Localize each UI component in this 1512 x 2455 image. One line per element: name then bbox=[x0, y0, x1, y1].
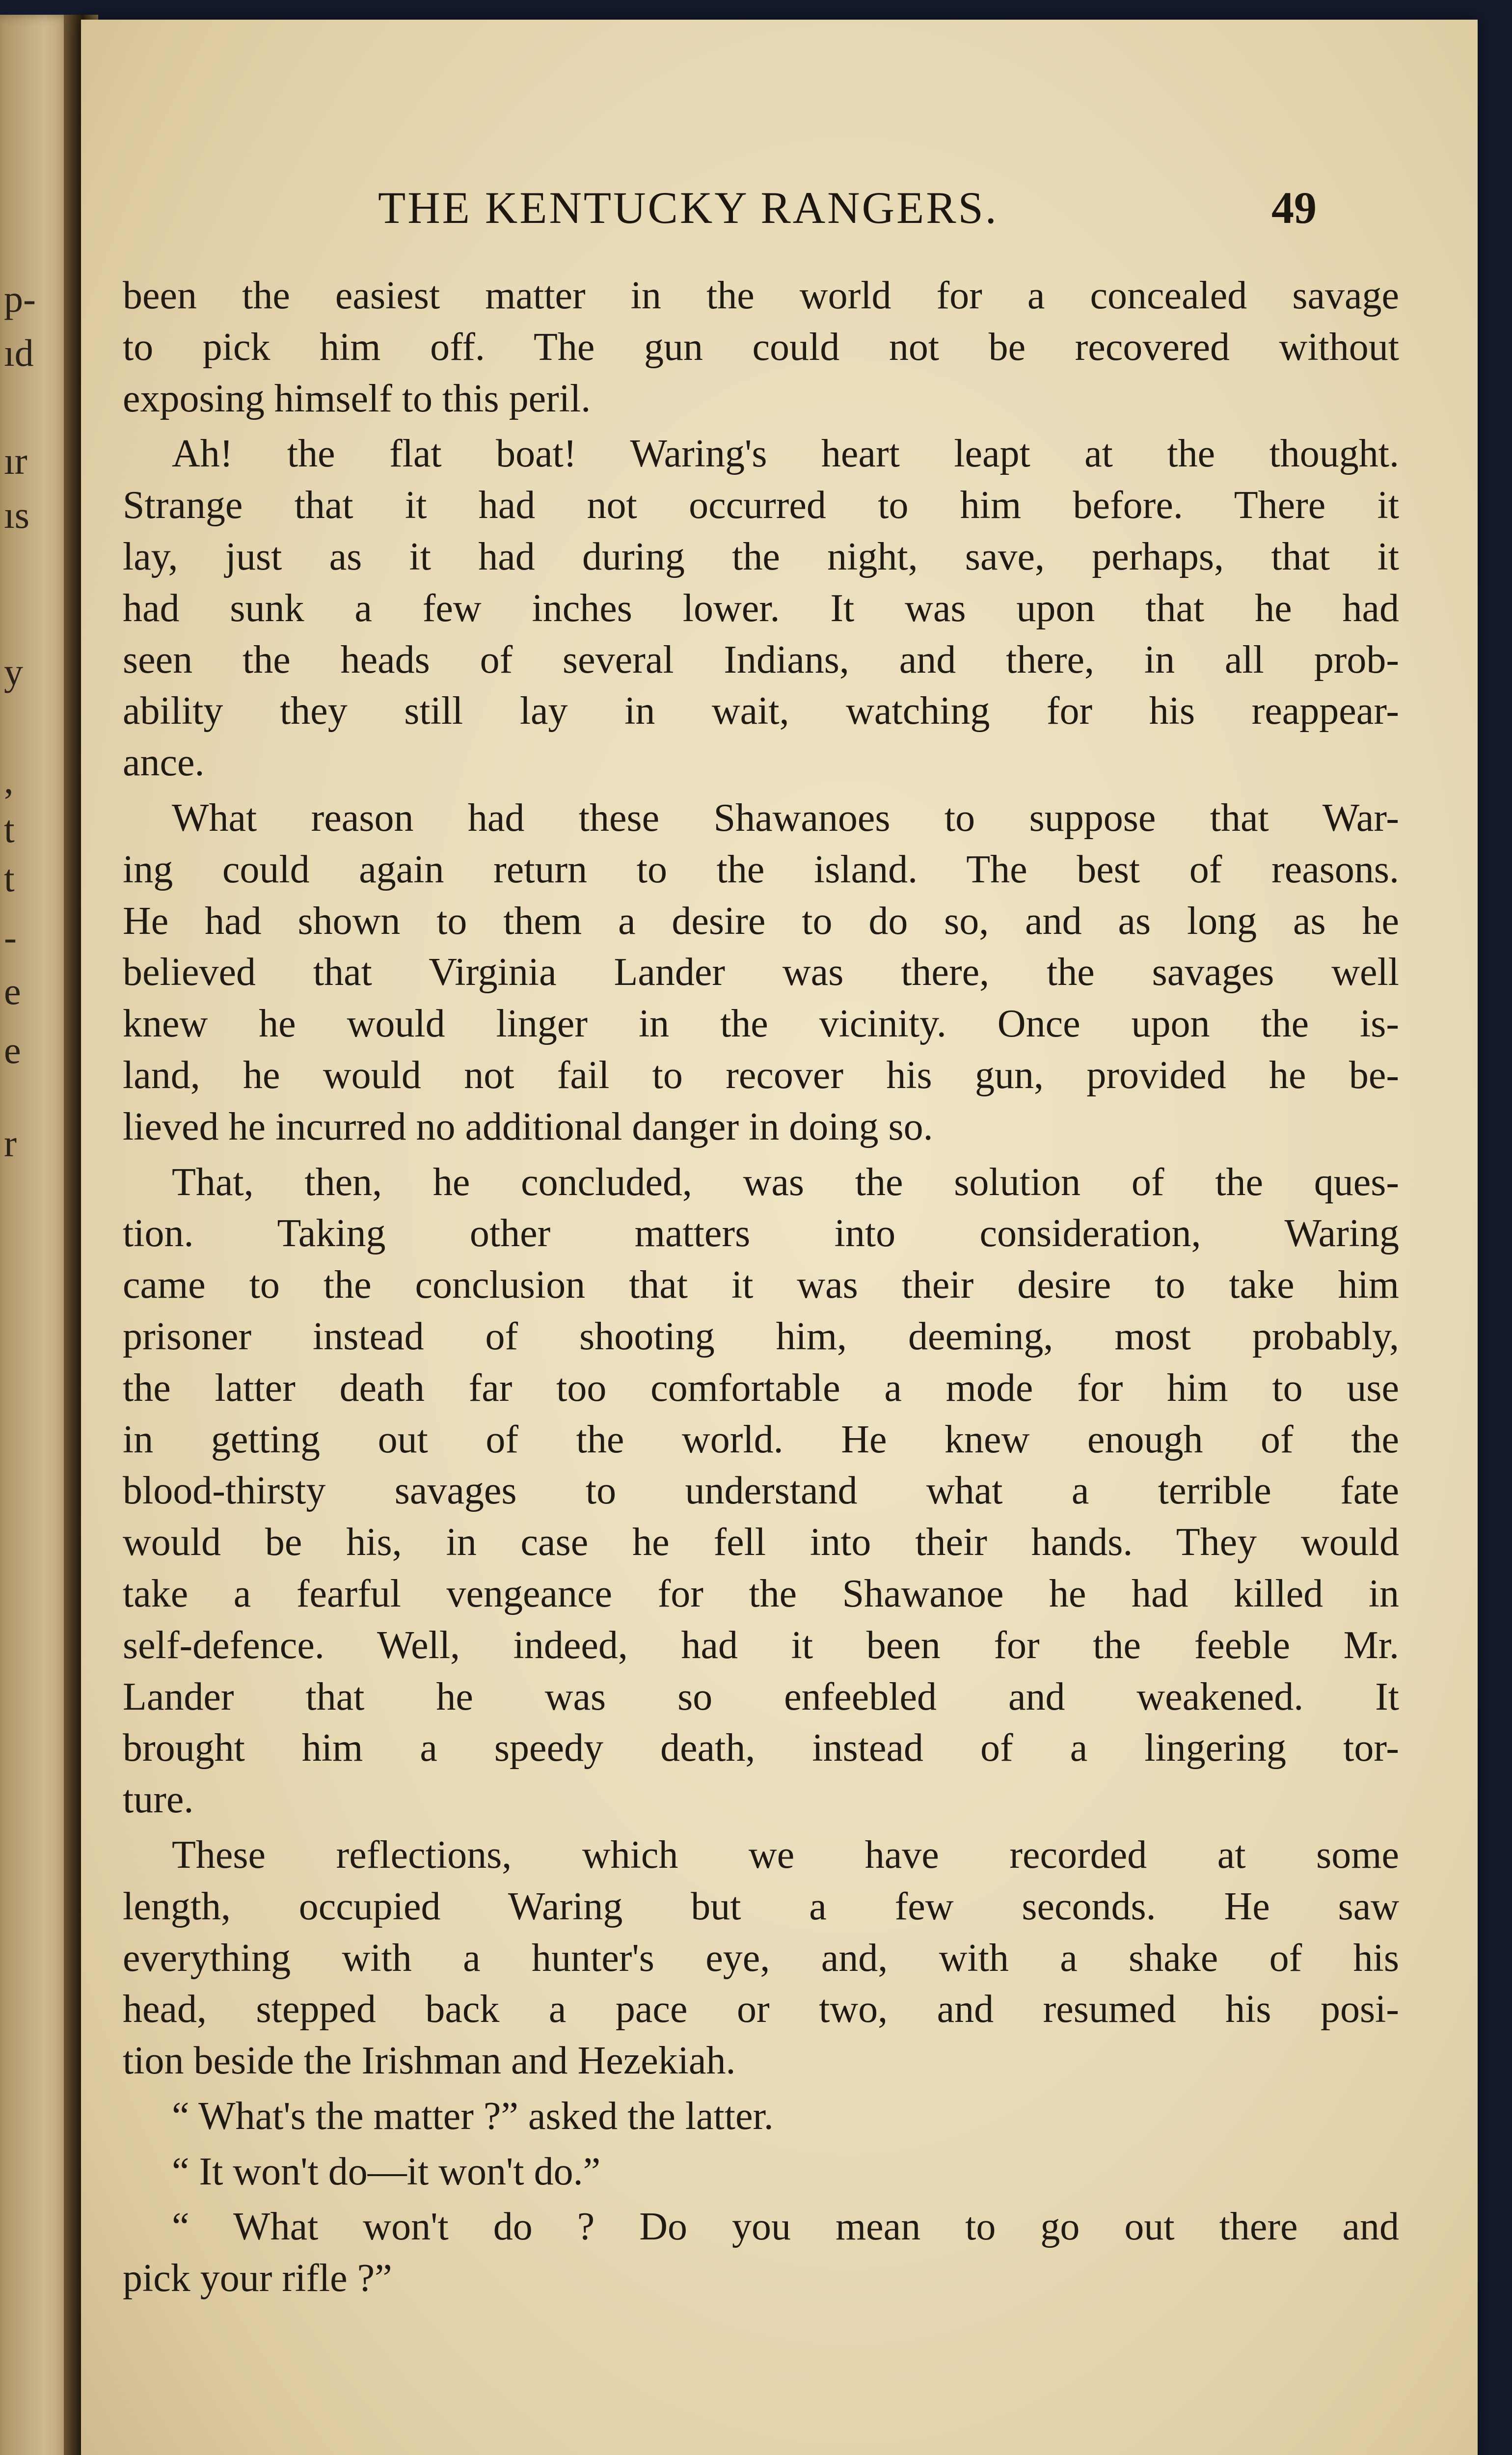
previous-page-fragment: ır bbox=[4, 439, 27, 482]
book-page bbox=[81, 20, 1478, 2455]
text-line: “ What's the matter ?” asked the latter. bbox=[172, 2094, 774, 2138]
body-text bbox=[123, 270, 1399, 2304]
text-line: in getting out of the world. He knew enough of the bbox=[123, 1418, 1399, 1461]
text-line: What reason had these Shawanoes to suppose that War- bbox=[172, 796, 1399, 840]
previous-page-fragment: t bbox=[4, 857, 15, 900]
text-line: tion. Taking other matters into consideration, Waring bbox=[123, 1212, 1399, 1255]
text-line: would be his, in case he fell into their hands. They would bbox=[123, 1521, 1399, 1564]
text-line: That, then, he concluded, was the solution of the ques- bbox=[172, 1160, 1399, 1204]
previous-page-fragment: e bbox=[4, 1029, 21, 1071]
text-line: believed that Virginia Lander was there, the savages well bbox=[123, 951, 1399, 994]
text-line: “ It won't do—it won't do.” bbox=[172, 2150, 601, 2193]
text-line: These reflections, which we have recorded at some bbox=[172, 1833, 1399, 1877]
previous-page-fragment: ıd bbox=[4, 331, 34, 374]
previous-page-edge bbox=[0, 15, 74, 2455]
text-line: had sunk a few inches lower. It was upon that he had bbox=[123, 586, 1399, 630]
running-title: THE KENTUCKY RANGERS. bbox=[378, 183, 999, 233]
previous-page-fragment: ıs bbox=[4, 493, 30, 536]
text-line: lay, just as it had during the night, save, perhaps, that it bbox=[123, 535, 1399, 578]
text-line: brought him a speedy death, instead of a lingering tor- bbox=[123, 1726, 1399, 1770]
text-line: the latter death far too comfortable a mode for him to use bbox=[123, 1366, 1399, 1410]
text-line: to pick him off. The gun could not be recovered without bbox=[123, 325, 1399, 369]
text-line: Ah! the flat boat! Waring's heart leapt at the thought. bbox=[172, 432, 1399, 476]
text-line: “ What won't do ? Do you mean to go out there and bbox=[172, 2205, 1399, 2249]
previous-page-fragment: r bbox=[4, 1122, 17, 1165]
text-line: seen the heads of several Indians, and there, in all prob- bbox=[123, 638, 1399, 682]
page-header bbox=[81, 182, 1478, 236]
text-line: blood-thirsty savages to understand what a terrible fate bbox=[123, 1469, 1399, 1513]
text-line: land, he would not fail to recover his gun, provided he be- bbox=[123, 1053, 1399, 1097]
text-line: everything with a hunter's eye, and, with a shake of his bbox=[123, 1936, 1399, 1980]
previous-page-fragment: p- bbox=[4, 277, 36, 320]
text-line: lieved he incurred no additional danger in doing so. bbox=[123, 1105, 933, 1148]
text-line: knew he would linger in the vicinity. Once upon the is- bbox=[123, 1002, 1399, 1046]
text-line: tion beside the Irishman and Hezekiah. bbox=[123, 2039, 736, 2083]
text-line: pick your rifle ?” bbox=[123, 2257, 392, 2300]
page-number: 49 bbox=[1271, 183, 1317, 233]
text-line: ability they still lay in wait, watching for his reappear- bbox=[123, 689, 1399, 733]
text-line: came to the conclusion that it was their desire to take him bbox=[123, 1263, 1399, 1307]
previous-page-fragment: - bbox=[4, 916, 17, 958]
previous-page-fragment: t bbox=[4, 808, 15, 850]
text-line: Lander that he was so enfeebled and weakened. It bbox=[123, 1675, 1399, 1718]
text-line: He had shown to them a desire to do so, and as long as he bbox=[123, 899, 1399, 943]
text-line: Strange that it had not occurred to him before. There it bbox=[123, 484, 1399, 527]
text-line: prisoner instead of shooting him, deeming, most probably, bbox=[123, 1314, 1399, 1358]
previous-page-fragment: y bbox=[4, 651, 23, 693]
text-line: head, stepped back a pace or two, and resumed his posi- bbox=[123, 1988, 1399, 2031]
previous-page-fragment: e bbox=[4, 970, 21, 1012]
text-line: take a fearful vengeance for the Shawanoe he had killed in bbox=[123, 1572, 1399, 1615]
text-line: self-defence. Well, indeed, had it been for the feeble Mr. bbox=[123, 1623, 1399, 1667]
text-line: been the easiest matter in the world for a concealed savage bbox=[123, 274, 1399, 317]
text-line: ture. bbox=[123, 1778, 194, 1822]
text-line: ing could again return to the island. The best of reasons. bbox=[123, 847, 1399, 891]
text-line: exposing himself to this peril. bbox=[123, 377, 591, 420]
text-line: ance. bbox=[123, 741, 205, 785]
text-line: length, occupied Waring but a few seconds. He saw bbox=[123, 1884, 1399, 1928]
previous-page-fragment: , bbox=[4, 759, 14, 801]
